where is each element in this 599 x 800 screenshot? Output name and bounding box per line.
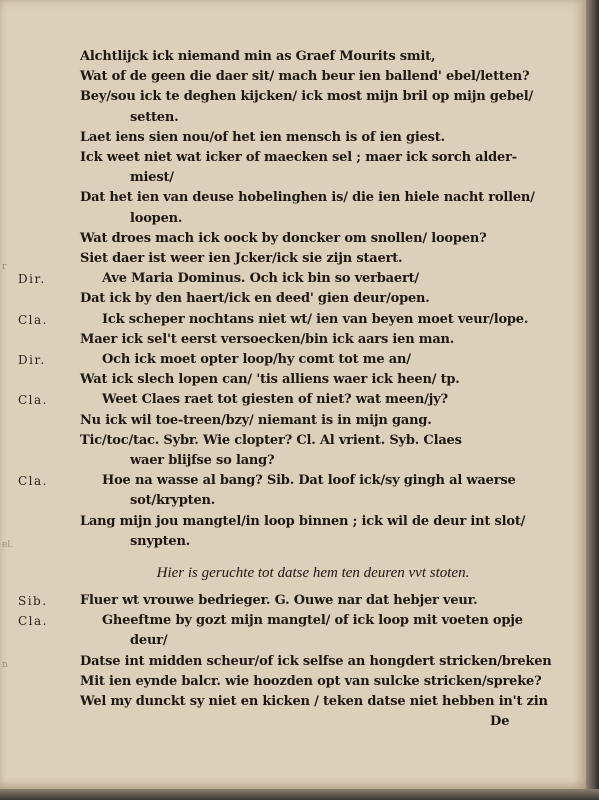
verse-line bbox=[0, 147, 586, 169]
verse-line bbox=[0, 248, 586, 270]
verse-line bbox=[0, 228, 586, 250]
verse-text: Maer ick sel't eerst versoecken/bin ick aars ien man. bbox=[80, 331, 455, 347]
speaker-label: Cla. bbox=[18, 312, 48, 327]
verse-text: Bey/sou ick te deghen kijcken/ ick most mijn bril op mijn gebel/ bbox=[80, 89, 534, 105]
verse-text: Tic/toc/tac. Sybr. Wie clopter? Cl. Al vrient. Syb. Claes bbox=[80, 432, 462, 448]
verse-text: Dat ick by den haert/ick en deed' gien deur/open. bbox=[80, 291, 430, 307]
verse-line bbox=[0, 268, 586, 290]
verse-line bbox=[0, 450, 586, 472]
bleed-mark: el. bbox=[2, 540, 14, 550]
verse-text: Ick scheper nochtans niet wt/ ien van beyen moet veur/lope. bbox=[102, 311, 529, 327]
verse-text: Lang mijn jou mangtel/in loop binnen ; ick wil de deur int slot/ bbox=[80, 513, 526, 529]
verse-line bbox=[0, 187, 586, 209]
verse-line bbox=[0, 511, 586, 533]
verse-line bbox=[0, 470, 586, 492]
verse-line bbox=[0, 349, 586, 371]
verse-text: Fluer wt vrouwe bedrieger. G. Ouwe nar dat hebjer veur. bbox=[80, 593, 478, 608]
verse-text: Och ick moet opter loop/hy comt tot me an/ bbox=[102, 352, 411, 367]
verse-text: Mit ien eynde balcr. wie hoozden opt van sulcke stricken/spreke? bbox=[80, 673, 542, 689]
verse-text: Weet Claes raet tot giesten of niet? wat meen/jy? bbox=[102, 392, 448, 408]
verse-text: Nu ick wil toe-treen/bzy/ niemant is in mijn gang. bbox=[80, 412, 432, 428]
verse-line bbox=[0, 309, 586, 331]
verse-line bbox=[0, 86, 586, 108]
page-bottom-edge bbox=[0, 789, 599, 800]
verse-text: Ick weet niet wat icker of maecken sel ; maer ick sorch alder- bbox=[80, 150, 517, 165]
verse-line bbox=[0, 288, 586, 310]
speaker-label: Dir. bbox=[18, 353, 46, 367]
verse-text: deur/ bbox=[130, 633, 168, 649]
verse-line bbox=[0, 610, 586, 632]
speaker-label: Dir. bbox=[18, 272, 46, 287]
verse-line bbox=[0, 630, 586, 652]
catchword: De bbox=[490, 714, 510, 729]
verse-text: miest/ bbox=[130, 170, 174, 186]
verse-text: Wat of de geen die daer sit/ mach beur ien ballend' ebel/letten? bbox=[80, 69, 530, 85]
verse-text: Wat droes mach ick oock by doncker om snollen/ loopen? bbox=[80, 230, 487, 246]
verse-text: Wel my dunckt sy niet en kicken / teken datse niet hebben in't zin bbox=[80, 694, 548, 709]
verse-text: snypten. bbox=[130, 533, 191, 549]
speaker-label: Cla. bbox=[18, 474, 48, 489]
verse-text: sot/krypten. bbox=[130, 493, 216, 509]
stage-direction: Hier is geruchte tot datse hem ten deuren vvt stoten. bbox=[156, 565, 470, 581]
verse-line bbox=[0, 490, 586, 512]
speaker-label: Cla. bbox=[18, 393, 48, 408]
verse-text: Wat ick slech lopen can/ 'tis alliens waer ick heen/ tp. bbox=[80, 372, 460, 388]
verse-line bbox=[0, 46, 586, 68]
verse-line bbox=[0, 167, 586, 189]
verse-text: Siet daer ist weer ien Jcker/ick sie zijn staert. bbox=[80, 251, 403, 266]
bleed-mark: n bbox=[2, 660, 8, 670]
verse-text: Alchtlijck ick niemand min as Graef Mourits smit, bbox=[80, 49, 436, 64]
verse-line bbox=[0, 66, 586, 88]
verse-line bbox=[0, 127, 586, 149]
verse-text: waer blijfse so lang? bbox=[130, 453, 275, 468]
verse-line bbox=[0, 208, 586, 230]
verse-line bbox=[0, 389, 586, 411]
verse-line bbox=[0, 590, 586, 612]
page-edge bbox=[586, 0, 599, 800]
verse-line bbox=[0, 410, 586, 432]
verse-line bbox=[0, 691, 586, 713]
verse-text: setten. bbox=[130, 109, 179, 125]
verse-text: Dat het ien van deuse hobelinghen is/ die ien hiele nacht rollen/ bbox=[80, 190, 535, 206]
verse-line bbox=[0, 651, 586, 673]
verse-text: Laet iens sien nou/of het ien mensch is of ien giest. bbox=[80, 129, 445, 145]
verse-line bbox=[0, 430, 586, 452]
verse-line bbox=[0, 671, 586, 693]
verse-text: Datse int midden scheur/of ick selfse an hongdert stricken/breken bbox=[80, 653, 552, 669]
verse-text: Ave Maria Dominus. Och ick bin so verbaert/ bbox=[102, 271, 419, 287]
bleed-mark: r bbox=[2, 262, 7, 272]
verse-line bbox=[0, 369, 586, 391]
speaker-label: Cla. bbox=[18, 614, 48, 629]
speaker-label: Sib. bbox=[18, 594, 48, 608]
verse-text: Gheeftme by gozt mijn mangtel/ of ick loop mit voeten opje bbox=[102, 613, 523, 629]
verse-text: Hoe na wasse al bang? Sib. Dat loof ick/sy gingh al waerse bbox=[102, 473, 516, 489]
verse-line bbox=[0, 531, 586, 553]
verse-line bbox=[0, 329, 586, 351]
verse-line bbox=[0, 107, 586, 129]
verse-text: loopen. bbox=[130, 210, 183, 226]
